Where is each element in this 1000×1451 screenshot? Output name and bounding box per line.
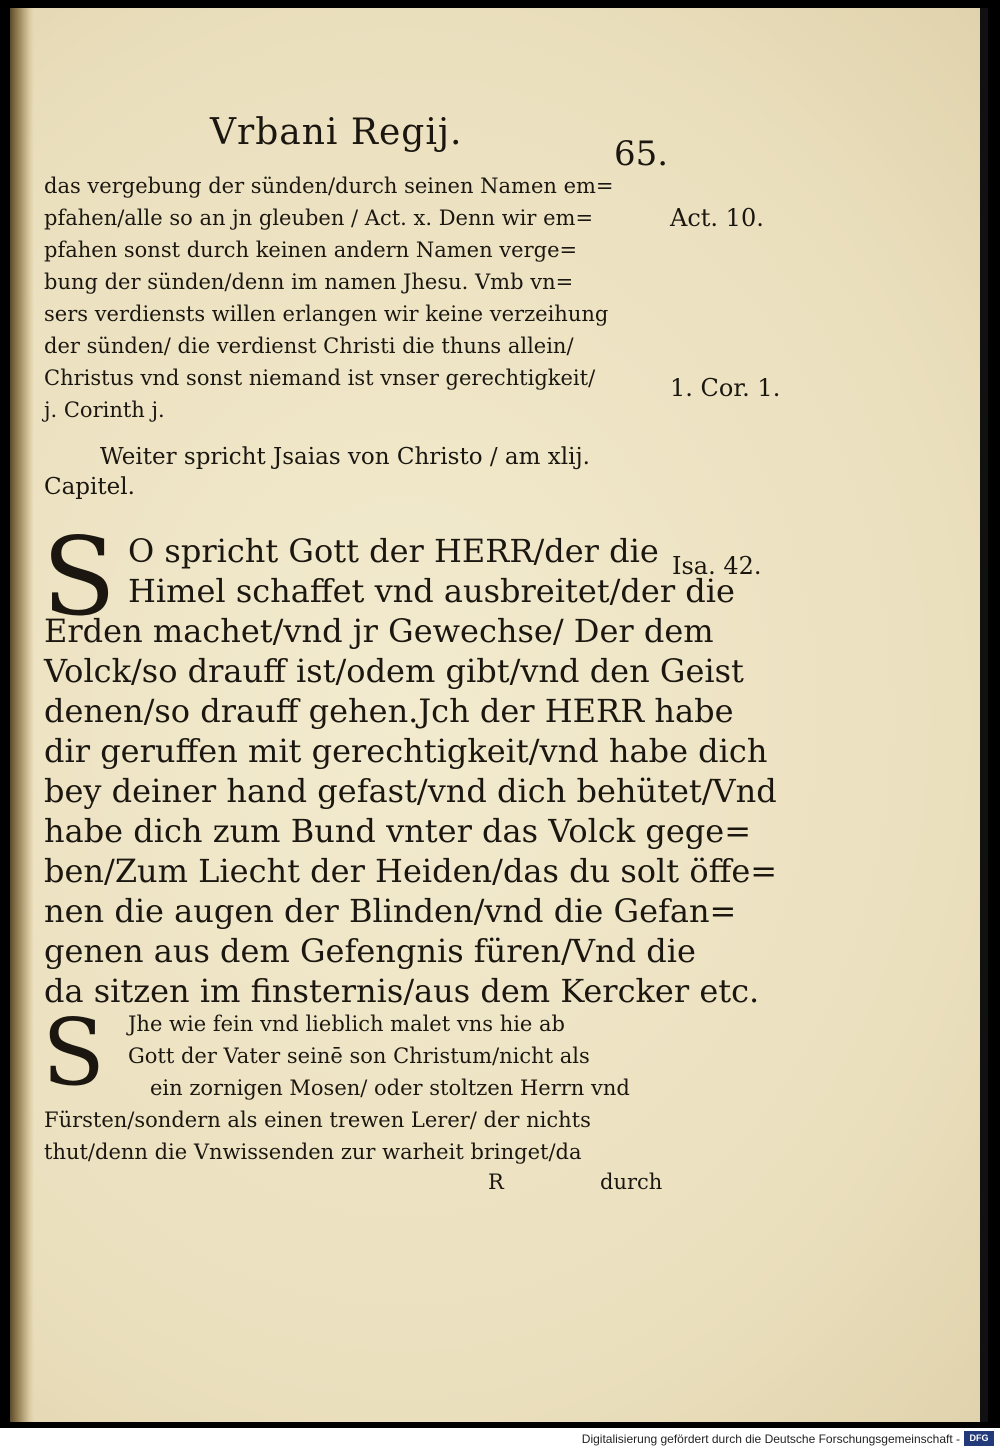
quote-line: ben/Zum Liecht der Heiden/das du solt öffe= [44, 852, 778, 890]
drop-cap: S [42, 515, 116, 640]
funding-notice: Digitalisierung gefördert durch die Deutsche Forschungsgemeinschaft - [581, 1432, 960, 1446]
text-line: sers verdiensts willen erlangen wir keine verzeihung [44, 302, 609, 326]
page-edge [980, 8, 988, 1422]
text-line: thut/denn die Vnwissenden zur warheit bringet/da [44, 1140, 582, 1164]
quote-line: nen die augen der Blinden/vnd die Gefan= [44, 892, 737, 930]
text-line: ein zornigen Mosen/ oder stoltzen Herrn vnd [150, 1076, 630, 1100]
margin-note-cor: 1. Cor. 1. [670, 374, 781, 402]
quote-line: denen/so drauff gehen.Jch der HERR habe [44, 692, 734, 730]
quote-line: dir geruffen mit gerechtigkeit/vnd habe dich [44, 732, 768, 770]
footer-bar [0, 1428, 1000, 1451]
quote-line: bey deiner hand gefast/vnd dich behütet/Vnd [44, 772, 777, 810]
text-line: Christus vnd sonst niemand ist vnser gerechtigkeit/ [44, 366, 596, 390]
section-heading-cont: Capitel. [44, 474, 135, 500]
quote-line: Erden machet/vnd jr Gewechse/ Der dem [44, 612, 714, 650]
quote-line: habe dich zum Bund vnter das Volck gege= [44, 812, 751, 850]
quote-line: genen aus dem Gefengnis füren/Vnd die [44, 932, 696, 970]
text-line: Gott der Vater seinē son Christum/nicht als [128, 1044, 590, 1068]
text-line: bung der sünden/denn im namen Jhesu. Vmb vn= [44, 270, 574, 294]
dfg-logo: DFG [964, 1431, 994, 1446]
page-number: 65. [614, 134, 669, 174]
page-gutter-shadow [10, 8, 34, 1422]
margin-note-act: Act. 10. [670, 204, 764, 232]
signature-mark: R [488, 1170, 504, 1194]
quote-line: Himel schaffet vnd ausbreitet/der die [128, 572, 735, 610]
quote-line: O spricht Gott der HERR/der die [128, 532, 659, 570]
text-line: pfahen/alle so an jn gleuben / Act. x. Denn wir em= [44, 206, 594, 230]
catchword: durch [600, 1170, 663, 1194]
text-line: j. Corinth j. [44, 398, 165, 422]
text-line: das vergebung der sünden/durch seinen Namen em= [44, 174, 614, 198]
quote-line: da sitzen im finsternis/aus dem Kercker etc. [44, 972, 760, 1010]
margin-note-isa: Isa. 42. [672, 552, 762, 580]
text-line: der sünden/ die verdienst Christi die thuns allein/ [44, 334, 574, 358]
running-header: Vrbani Regij. [210, 112, 463, 153]
text-line: pfahen sonst durch keinen andern Namen verge= [44, 238, 578, 262]
drop-cap: S [42, 999, 106, 1106]
section-heading: Weiter spricht Jsaias von Christo / am xlij. [100, 444, 590, 470]
text-line: Jhe wie fein vnd lieblich malet vns hie ab [128, 1012, 566, 1036]
book-page [10, 8, 988, 1422]
quote-line: Volck/so drauff ist/odem gibt/vnd den Geist [44, 652, 744, 690]
text-line: Fürsten/sondern als einen trewen Lerer/ der nichts [44, 1108, 591, 1132]
